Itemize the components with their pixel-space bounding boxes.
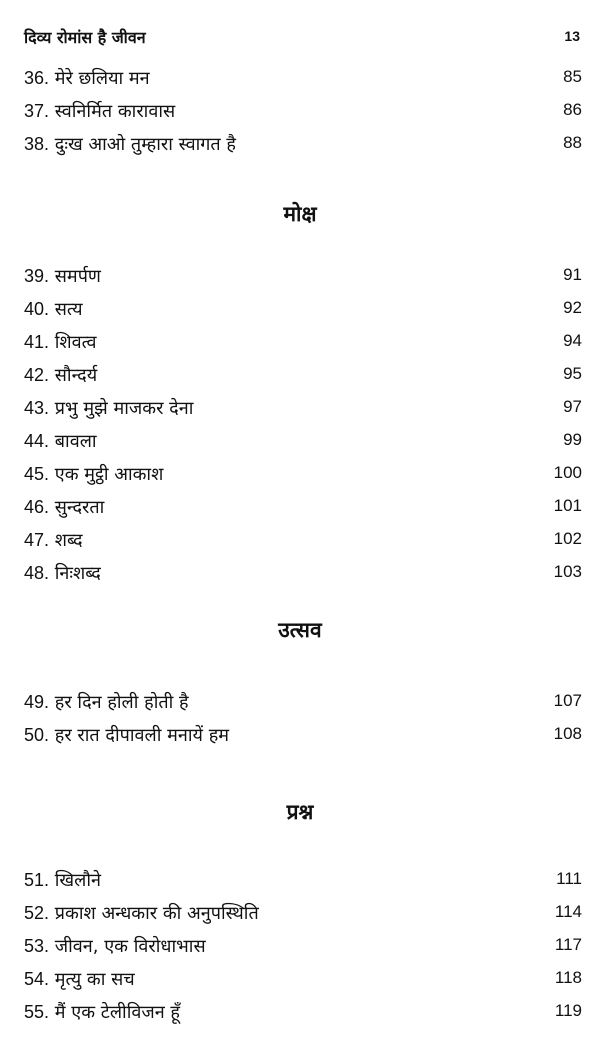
entry-page: 107 [553, 691, 582, 710]
entry-title: हर रात दीपावली मनायें हम [54, 725, 230, 746]
entry-title: मेरे छलिया मन [54, 68, 150, 89]
toc-entry[interactable] [24, 528, 582, 560]
entry-number: 37. [24, 101, 50, 121]
entry-title: सौन्दर्य [54, 365, 98, 386]
entry-title: बावला [54, 431, 97, 452]
entry-number: 52. [24, 903, 50, 923]
entry-number: 55. [24, 1002, 50, 1022]
toc-entry[interactable] [24, 132, 582, 164]
entry-page: 102 [553, 529, 582, 548]
toc-entry[interactable] [24, 264, 582, 296]
entry-number: 44. [24, 431, 50, 451]
entry-number: 49. [24, 692, 50, 712]
entry-page: 118 [554, 968, 582, 987]
entry-title: सत्य [54, 299, 83, 320]
entry-number: 48. [24, 563, 50, 583]
entry-number: 36. [24, 68, 50, 88]
entry-title: स्वनिर्मित कारावास [54, 101, 176, 122]
entry-title: दुःख आओ तुम्हारा स्वागत है [54, 134, 236, 155]
entry-page: 91 [563, 265, 582, 284]
entry-page: 85 [563, 67, 582, 86]
section-heading-utsav: उत्सव [278, 618, 322, 642]
entry-page: 119 [554, 1001, 582, 1020]
toc-entry[interactable] [24, 868, 582, 900]
toc-entry[interactable] [24, 901, 582, 933]
entry-number: 51. [24, 870, 50, 890]
entry-number: 50. [24, 725, 50, 745]
entry-page: 111 [556, 869, 582, 888]
toc-entry[interactable] [24, 99, 582, 131]
entry-page: 99 [563, 430, 582, 449]
page-number: 13 [564, 28, 580, 44]
entry-title: मृत्यु का सच [54, 969, 135, 990]
entry-title: शिवत्व [54, 332, 97, 353]
entry-title: सुन्दरता [54, 497, 105, 518]
section-heading-moksha: मोक्ष [283, 202, 317, 226]
toc-entry[interactable] [24, 561, 582, 593]
entry-title: मैं एक टेलीविजन हूँ [54, 1002, 180, 1023]
entry-title: एक मुट्ठी आकाश [54, 464, 164, 485]
entry-page: 88 [563, 133, 582, 152]
toc-entry[interactable] [24, 495, 582, 527]
toc-entry[interactable] [24, 723, 582, 755]
entry-number: 43. [24, 398, 50, 418]
toc-entry[interactable] [24, 330, 582, 362]
entry-number: 46. [24, 497, 50, 517]
entry-title: समर्पण [54, 266, 101, 287]
book-title: दिव्य रोमांस है जीवन [24, 28, 146, 47]
toc-entry[interactable] [24, 462, 582, 494]
entry-number: 38. [24, 134, 50, 154]
entry-page: 86 [563, 100, 582, 119]
entry-number: 39. [24, 266, 50, 286]
entry-title: निःशब्द [54, 563, 101, 584]
entry-page: 94 [563, 331, 582, 350]
entry-number: 42. [24, 365, 50, 385]
entry-title: प्रभु मुझे माजकर देना [54, 398, 194, 419]
entry-number: 45. [24, 464, 50, 484]
entry-title: हर दिन होली होती है [54, 692, 189, 713]
entry-title: खिलौने [54, 870, 102, 891]
toc-entry[interactable] [24, 934, 582, 966]
toc-entry[interactable] [24, 363, 582, 395]
toc-entry[interactable] [24, 967, 582, 999]
entry-title: जीवन, एक विरोधाभास [54, 936, 206, 957]
toc-entry[interactable] [24, 66, 582, 98]
toc-entry[interactable] [24, 429, 582, 461]
entry-page: 100 [553, 463, 582, 482]
toc-entry[interactable] [24, 1000, 582, 1032]
running-header [24, 24, 580, 52]
entry-number: 40. [24, 299, 50, 319]
toc-entry[interactable] [24, 297, 582, 329]
entry-title: शब्द [54, 530, 83, 551]
entry-page: 108 [553, 724, 582, 743]
toc-entry[interactable] [24, 396, 582, 428]
entry-number: 54. [24, 969, 50, 989]
entry-title: प्रकाश अन्धकार की अनुपस्थिति [54, 903, 259, 924]
entry-number: 41. [24, 332, 50, 352]
entry-page: 97 [563, 397, 582, 416]
entry-page: 117 [554, 935, 582, 954]
entry-page: 103 [553, 562, 582, 581]
entry-page: 101 [553, 496, 582, 515]
toc-entry[interactable] [24, 690, 582, 722]
entry-page: 95 [563, 364, 582, 383]
entry-number: 53. [24, 936, 50, 956]
section-heading-prashn: प्रश्न [286, 800, 314, 824]
entry-page: 114 [554, 902, 582, 921]
entry-page: 92 [563, 298, 582, 317]
entry-number: 47. [24, 530, 50, 550]
